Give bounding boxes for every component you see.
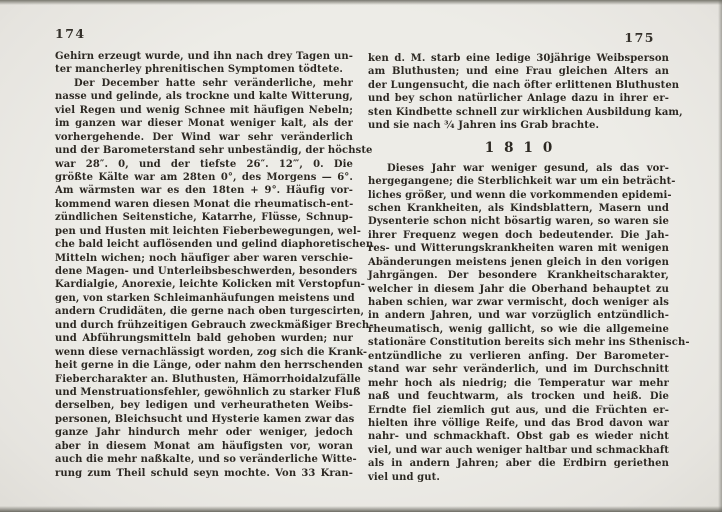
text-line: res- und Witterungskrankheiten waren mit wenigen <box>368 243 669 255</box>
text-line: Fiebercharakter an. Bluthusten, Hämorrhoidalzufälle <box>55 373 361 385</box>
scan-edge-bottom <box>0 506 722 512</box>
text-line: auch die mehr naßkalte, und so veränderliche Witte- <box>55 454 357 466</box>
text-line: gen, von starken Schleimanhäufungen meistens und <box>55 292 355 304</box>
text-line: sten Kindbette schnell zur wirklichen Ausbildung kam, <box>368 106 683 118</box>
text-line: pen und Husten mit leichten Fieberbewegungen, wel- <box>55 225 361 237</box>
text-line: viel, und war auch weniger haltbar und schmackhaft <box>368 444 669 456</box>
text-line: Mitteln wichen; noch häufiger aber waren verschie- <box>55 252 353 264</box>
text-line: che bald leicht auflösenden und gelind diaphoretischen <box>55 239 374 251</box>
text-line: größte Kälte war am 28ten 0°, des Morgens — 6°. <box>55 171 353 183</box>
text-line: Dysenterie schon nicht bösartig waren, so waren sie <box>368 216 669 228</box>
text-line: derselben, bey ledigen und verheuratheten Weibs- <box>55 400 353 412</box>
text-line: und durch frühzeitigen Gebrauch zweckmäßiger Brech- <box>55 319 374 331</box>
text-line: aber in diesem Monat am häufigsten vor, woran <box>55 440 353 452</box>
text-line: naß und feuchtwarm, als trocken und heiß. Die <box>368 391 669 403</box>
text-line: mehr hoch als niedrig; die Temperatur war mehr <box>368 377 669 389</box>
page-left-174 <box>55 26 374 480</box>
text-line: Kardialgie, Anorexie, leichte Kolicken mit Verstopfun- <box>55 279 365 291</box>
page-number-left: 174 <box>55 26 86 41</box>
text-line: stand war sehr veränderlich, und im Durchschnitt <box>368 364 669 376</box>
text-line: Abänderungen meistens jenen gleich in den vorigen <box>368 256 669 268</box>
scan-edge-right <box>718 0 722 512</box>
text-line: stationäre Constitution bereits sich mehr ins Sthenisch- <box>368 337 690 349</box>
scan-edge-top <box>0 0 722 5</box>
text-line: ter mancherley phrenitischen Symptomen tödtete. <box>55 64 344 76</box>
page-body-left <box>55 50 374 480</box>
text-line: rung zum Theil schuld seyn mochte. Von 33 Kran- <box>55 467 353 479</box>
text-line: andern Crudidäten, die gerne nach oben turgescirten, <box>55 306 365 318</box>
text-line: und Abführungsmitteln bald gehoben wurden; nur <box>55 333 353 345</box>
text-line: Dieses Jahr war weniger gesund, als das vor- <box>387 162 669 174</box>
text-line: ihrer Frequenz wegen doch bedeutender. Die Jah- <box>368 229 669 241</box>
text-line: im ganzen war dieser Monat weniger kalt, als der <box>55 118 353 130</box>
text-line: und bey schon natürlicher Anlage dazu in ihrer er- <box>368 93 669 105</box>
page-number-right: 175 <box>624 30 655 45</box>
text-line: der Lungensucht, die nach öfter erlittenen Bluthusten <box>368 79 680 91</box>
text-line: kommend waren diesen Monat die rheumatisch-ent- <box>55 198 354 210</box>
text-line: entzündliche zu verlieren anfing. Der Barometer- <box>368 350 669 362</box>
text-line: welcher in diesem Jahr die Oberhand behauptet zu <box>368 283 669 295</box>
text-line: Der December hatte sehr veränderliche, mehr <box>74 77 353 89</box>
text-line: viel und gut. <box>368 471 440 483</box>
page-body-right <box>368 52 690 484</box>
text-line: war 28″. 0, und der tiefste 26″. 12‴, 0. Die <box>55 158 353 170</box>
text-line: ken d. M. starb eine ledige 30jährige Weibsperson <box>368 53 669 64</box>
text-line: vorhergehende. Der Wind war sehr veränderlich <box>55 131 353 143</box>
text-line: Gehirn erzeugt wurde, und ihn nach drey Tagen un- <box>55 51 353 62</box>
text-line: liches größer, und wenn die vorkommenden epidemi- <box>368 189 672 201</box>
text-line: nasse und gelinde, als trockne und kalte Witterung, <box>55 91 353 103</box>
text-line: personen, Bleichsucht und Hysterie kamen zwar das <box>55 413 355 425</box>
text-line: wenn diese vernachlässigt worden, zog sich die Krank- <box>55 346 368 358</box>
text-line: in andern Jahren, und war vorzüglich entzündlich- <box>368 310 669 322</box>
text-line: und der Barometerstand sehr unbeständig, der höchste <box>55 145 373 157</box>
text-line: nahr- und schmackhaft. Obst gab es wieder nicht <box>368 431 669 443</box>
text-line: Erndte fiel ziemlich gut aus, und die Früchten er- <box>368 404 669 416</box>
text-line: haben schien, war zwar vermischt, doch weniger als <box>368 297 669 308</box>
page-right-175 <box>368 30 690 484</box>
text-line: schen Krankheiten, als Kindsblattern, Masern und <box>368 202 669 214</box>
text-line: dene Magen- und Unterleibsbeschwerden, besonders <box>55 266 358 277</box>
text-line: Am wärmsten war es den 18ten + 9°. Häufig vor- <box>55 185 353 197</box>
text-line: heit gerne in die Länge, oder nahm den herrschenden <box>55 360 364 372</box>
text-line: rheumatisch, wenig gallicht, so wie die allgemeine <box>368 323 669 335</box>
text-line: hergegangene; die Sterblichkeit war um ein beträcht- <box>368 176 676 188</box>
text-line: und sie nach ¾ Jahren ins Grab brachte. <box>368 120 600 132</box>
text-line: als in andern Jahren; aber die Erdbirn geriethen <box>368 458 669 470</box>
text-line: und Menstruationsfehler, gewöhnlich zu starker Fluß <box>55 386 361 398</box>
text-line: am Bluthusten; und eine Frau gleichen Alters an <box>368 66 669 78</box>
text-line: zündlichen Seitenstiche, Katarrhe, Flüsse, Schnup- <box>55 212 353 224</box>
text-line: viel Regen und wenig Schnee mit häufigen Nebeln; <box>55 104 353 116</box>
text-line: Jahrgängen. Der besondere Krankheitscharakter, <box>368 270 669 282</box>
text-line: ganze Jahr hindurch mehr oder weniger, jedoch <box>55 427 353 439</box>
year-heading: 1810 <box>484 139 563 156</box>
text-line: hielten ihre völlige Reife, und das Brod davon war <box>368 417 669 429</box>
